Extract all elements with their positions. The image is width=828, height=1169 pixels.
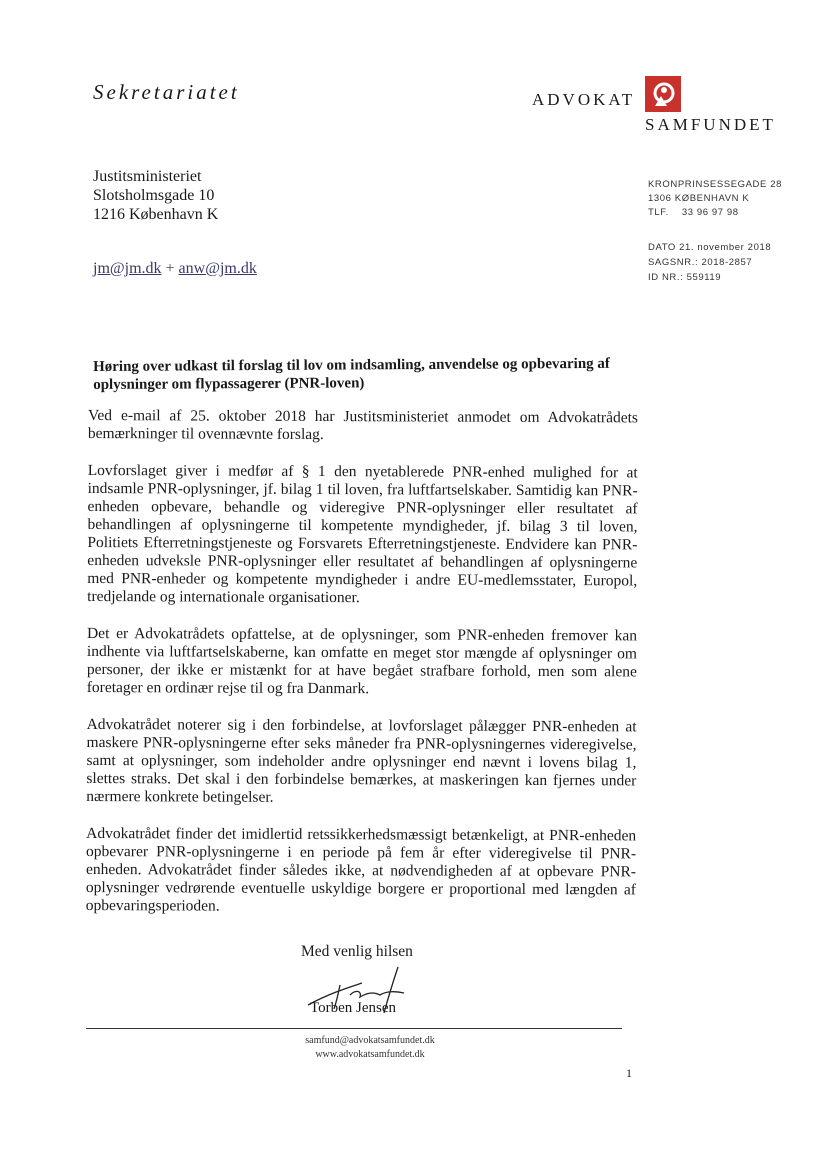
recipient-name: Justitsministeriet (93, 168, 202, 185)
closing-greeting: Med venlig hilsen (301, 943, 413, 960)
sender-street: KRONPRINSESSEGADE 28 (648, 179, 782, 190)
letter-subject: Høring over udkast til forslag til lov om indsamling, anvendelse og opbevaring af oplysninger om flypassagerer (PNR-loven) (93, 355, 610, 393)
id-number: ID NR.: 559119 (648, 272, 722, 283)
page-number: 1 (626, 1066, 632, 1080)
advokatsamfundet-logo-icon (645, 76, 681, 112)
sender-phone: TLF. 33 96 97 98 (648, 207, 739, 218)
email-link-jm[interactable]: jm@jm.dk (93, 260, 162, 277)
letter-date: DATO 21. november 2018 (648, 242, 772, 253)
letter-meta (648, 240, 771, 285)
footer-contact (200, 1034, 540, 1062)
paragraph: Ved e-mail af 25. oktober 2018 har Justitsministeriet anmodet om Advokatrådets bemærkninger til ovennævnte forslag. (87, 407, 638, 444)
footer-web[interactable]: www.advokatsamfundet.dk (315, 1049, 425, 1060)
paragraph: Det er Advokatrådets opfattelse, at de oplysninger, som PNR-enheden fremover kan indhente via luftfartselskaberne, kan omfatte en meget stor mængde af oplysninger om personer, der ikke er mistænkt for at have begået strafbare forhold, men som alene foretager en ordinær rejse til og fra Danmark. (86, 624, 638, 698)
sender-address (648, 178, 782, 220)
department-name: Sekretariatet (93, 80, 240, 104)
paragraph: Advokatrådet noterer sig i den forbindelse, at lovforslaget pålægger PNR-enheden at maskere PNR-oplysningerne efter seks måneder fra PNR-oplysningernes videregivelse, samt at oplysninger, som indeholder andre oplysninger end nævnt i lovens bilag 1, slettes straks. Det skal i den forbindelse bemærkes, at maskeringen kan fjernes under nærmere konkrete betingelser. (86, 715, 637, 806)
signer-name: Torben Jensen (310, 1000, 397, 1016)
email-separator: + (165, 260, 175, 277)
paragraph: Lovforslaget giver i medfør af § 1 den nyetablerede PNR-enhed mulighed for at indsamle PNR-oplysninger, jf. bilag 1 til loven, fra luftfartselskaber. Samtidig kan PNR-enheden opbevare, behandle og videregive PNR-oplysninger eller resultatet af behandlingen af oplysningerne til kompetente myndigheder, jf. bilag 3 til loven, Politiets Efterretningstjeneste og Forsvarets Efterretningstjeneste. Endvidere kan PNR-enheden udveksle PNR-oplysninger eller resultatet af behandlingen af oplysningerne med PNR-enheder og kompetente myndigheder i andre EU-medlemsstater, Europol, tredjelande og internationale organisationer. (87, 461, 638, 607)
logo-text-top: ADVOKAT (532, 90, 636, 109)
email-link-anw[interactable]: anw@jm.dk (178, 260, 257, 277)
letter-body (86, 407, 638, 936)
recipient-city: 1216 København K (93, 206, 219, 223)
recipient-emails (93, 260, 257, 278)
recipient-address (93, 167, 218, 224)
sender-city: 1306 KØBENHAVN K (648, 193, 750, 204)
paragraph: Advokatrådet finder det imidlertid retssikkerhedsmæssigt betænkeligt, at PNR-enheden opbevarer PNR-oplysningerne i en periode på fem år efter videregivelse til PNR-enheden. Advokatrådet finder således ikke, at nødvendigheden af at opbevare PNR-oplysninger vedrørende eventuelle uskyldige borgere er proportional med længden af opbevaringsperioden. (85, 824, 637, 915)
footer-email[interactable]: samfund@advokatsamfundet.dk (305, 1035, 435, 1046)
footer-divider (86, 1028, 622, 1029)
recipient-street: Slotsholmsgade 10 (93, 187, 215, 204)
logo-text-bottom: SAMFUNDET (645, 115, 776, 134)
case-number: SAGSNR.: 2018-2857 (648, 257, 753, 268)
